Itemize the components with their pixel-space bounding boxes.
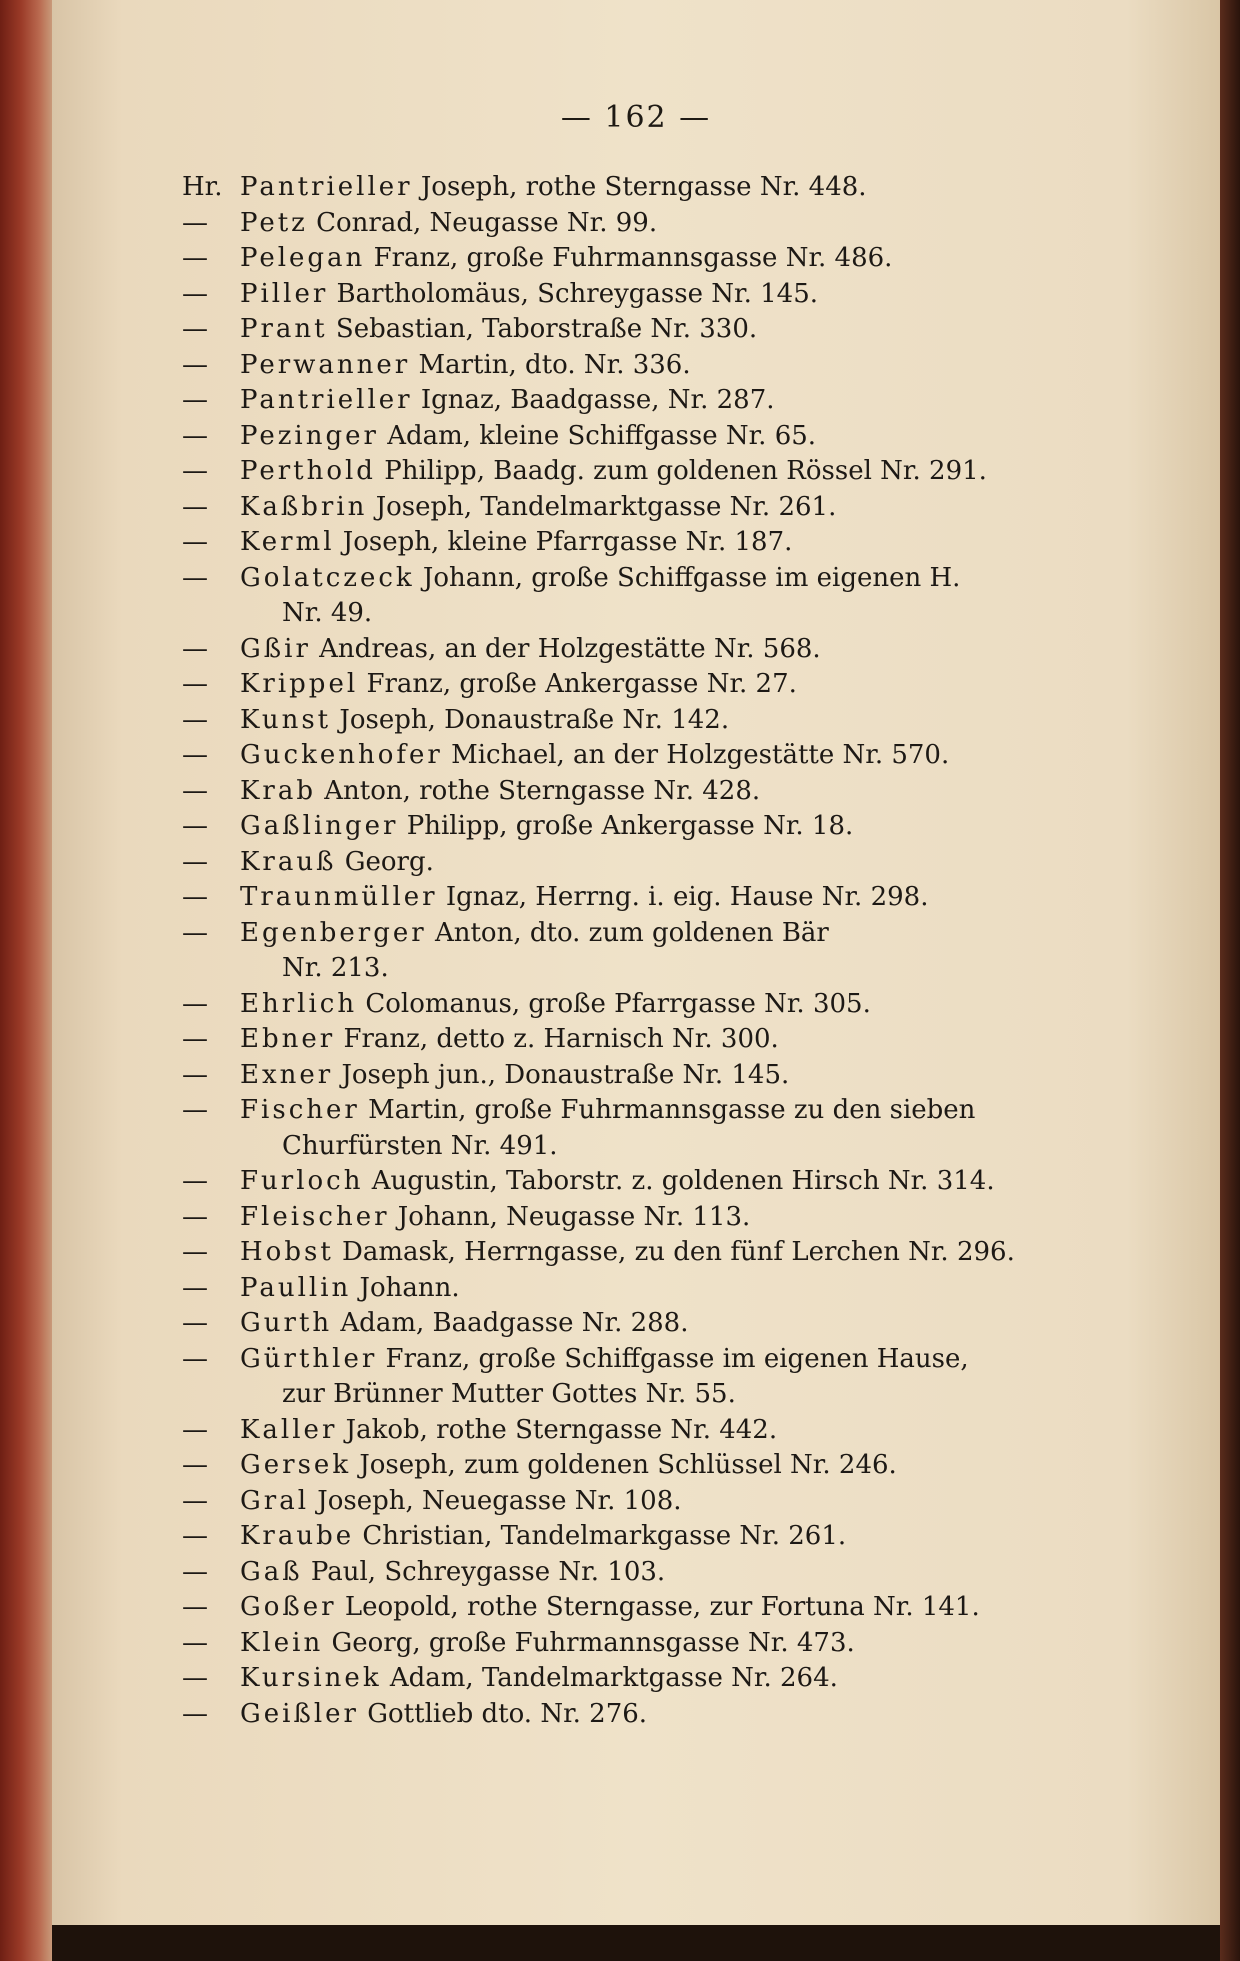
entry-surname: Kaßbrin xyxy=(240,491,368,522)
entry-prefix: — xyxy=(182,1201,208,1232)
entry-details: Martin, dto. Nr. 336. xyxy=(418,349,691,380)
book-cover-edge xyxy=(1220,0,1240,1961)
entry-details: Sebastian, Taborstraße Nr. 330. xyxy=(335,314,758,344)
list-item xyxy=(182,1306,1182,1342)
entry-surname: Exner xyxy=(240,1059,334,1090)
entry-prefix: — xyxy=(182,562,208,593)
list-item xyxy=(182,454,1182,490)
entry-surname: Gersek xyxy=(240,1450,352,1480)
list-item xyxy=(182,419,1182,455)
entry-line xyxy=(182,774,1182,810)
list-item xyxy=(182,241,1182,277)
entry-surname: Pantrieller xyxy=(240,172,413,202)
entry-prefix: — xyxy=(182,527,208,557)
entry-surname: Piller xyxy=(240,278,329,309)
list-item xyxy=(182,632,1182,668)
entry-prefix: — xyxy=(182,846,208,877)
entry-line xyxy=(182,561,1182,597)
entry-details: Joseph, Neuegasse Nr. 108. xyxy=(317,1485,682,1516)
entry-prefix: — xyxy=(182,207,208,238)
entry-line xyxy=(182,1661,1182,1697)
entry-details: Martin, große Fuhrmannsgasse zu den sieben xyxy=(368,1095,976,1125)
entry-prefix: — xyxy=(182,917,208,948)
entry-prefix: — xyxy=(182,314,208,344)
entry-surname: Kaller xyxy=(240,1414,338,1445)
entry-surname: Gaß xyxy=(240,1556,303,1587)
entry-surname: Krab xyxy=(240,775,316,806)
entry-line xyxy=(182,1306,1182,1342)
list-item xyxy=(182,312,1182,348)
entry-prefix: — xyxy=(182,669,208,699)
entry-line xyxy=(182,916,1182,952)
entry-line xyxy=(182,206,1182,242)
entry-prefix: — xyxy=(182,1166,208,1196)
list-item xyxy=(182,206,1182,242)
entry-prefix: — xyxy=(182,704,208,735)
list-item xyxy=(182,809,1182,845)
entry-line xyxy=(182,383,1182,419)
entry-line xyxy=(182,1697,1182,1733)
entry-surname: Kerml xyxy=(240,527,335,557)
entry-prefix: — xyxy=(182,811,208,841)
entry-details: Joseph, Donaustraße Nr. 142. xyxy=(339,704,730,735)
list-item xyxy=(182,1058,1182,1094)
entry-prefix: — xyxy=(182,740,208,770)
entry-details: Philipp, große Ankergasse Nr. 18. xyxy=(406,811,854,841)
entry-prefix: — xyxy=(182,633,208,664)
entry-surname: Gaßlinger xyxy=(240,811,399,841)
list-item xyxy=(182,1555,1182,1591)
entry-prefix: — xyxy=(182,1663,208,1693)
entry-line xyxy=(182,454,1182,490)
entry-details: Anton, rothe Sterngasse Nr. 428. xyxy=(324,775,761,806)
entry-surname: Perthold xyxy=(240,456,376,486)
entry-line xyxy=(182,1626,1182,1662)
entry-prefix: — xyxy=(182,1521,208,1551)
entry-surname: Paullin xyxy=(240,1272,352,1303)
entry-surname: Pezinger xyxy=(240,420,379,451)
entry-prefix: — xyxy=(182,1059,208,1090)
entry-surname: Pantrieller xyxy=(240,385,413,415)
entry-surname: Petz xyxy=(240,207,308,238)
entry-prefix: Hr. xyxy=(182,172,223,202)
entry-details: Georg. xyxy=(344,846,434,877)
entry-surname: Ebner xyxy=(240,1024,336,1054)
entry-surname: Gürthler xyxy=(240,1343,378,1374)
entry-details: Augustin, Taborstr. z. goldenen Hirsch Nr. 314. xyxy=(371,1166,995,1196)
entry-line xyxy=(182,241,1182,277)
entry-prefix: — xyxy=(182,775,208,806)
list-item xyxy=(182,845,1182,881)
entry-details: Johann, Neugasse Nr. 113. xyxy=(397,1201,751,1232)
entry-line xyxy=(182,1555,1182,1591)
entry-details: Joseph, kleine Pfarrgasse Nr. 187. xyxy=(342,527,793,557)
entry-details: Joseph, Tandelmarktgasse Nr. 261. xyxy=(375,491,837,522)
list-item xyxy=(182,348,1182,384)
entry-details: Gottlieb dto. Nr. 276. xyxy=(367,1698,648,1729)
list-item xyxy=(182,170,1182,206)
list-item xyxy=(182,738,1182,774)
entry-surname: Krauß xyxy=(240,846,337,877)
entry-line xyxy=(182,525,1182,561)
entry-line xyxy=(182,1093,1182,1129)
list-item xyxy=(182,703,1182,739)
entry-details: Ignaz, Baadgasse, Nr. 287. xyxy=(420,385,775,415)
entry-details: Franz, große Schiffgasse im eigenen Hause, xyxy=(385,1343,969,1374)
entry-prefix: — xyxy=(182,1556,208,1587)
entry-details: Franz, große Fuhrmannsgasse Nr. 486. xyxy=(373,243,893,273)
entry-line xyxy=(182,348,1182,384)
list-item xyxy=(182,1626,1182,1662)
entry-line xyxy=(182,1413,1182,1449)
entry-details: Michael, an der Holzgestätte Nr. 570. xyxy=(451,740,950,770)
entry-details: Christian, Tandelmarkgasse Nr. 261. xyxy=(362,1521,847,1551)
entry-details: Andreas, an der Holzgestätte Nr. 568. xyxy=(319,633,821,664)
entry-prefix: — xyxy=(182,1627,208,1658)
entry-details: Franz, detto z. Harnisch Nr. 300. xyxy=(343,1024,779,1054)
list-item xyxy=(182,1519,1182,1555)
paper-page xyxy=(52,0,1222,1925)
page-number: — 162 — xyxy=(560,100,712,135)
entry-details: Bartholomäus, Schreygasse Nr. 145. xyxy=(336,278,819,309)
entry-prefix: — xyxy=(182,1485,208,1516)
entry-details: Jakob, rothe Sterngasse Nr. 442. xyxy=(345,1414,778,1445)
entry-prefix: — xyxy=(182,1308,208,1338)
list-item xyxy=(182,1590,1182,1626)
entry-continuation: Nr. 213. xyxy=(282,953,389,983)
book-binding-edge xyxy=(0,0,52,1961)
entry-prefix: — xyxy=(182,1592,208,1622)
entry-surname: Geißler xyxy=(240,1698,359,1729)
entry-line xyxy=(182,1058,1182,1094)
entry-continuation: Nr. 49. xyxy=(282,598,373,628)
list-item xyxy=(182,1164,1182,1200)
entry-details: Anton, dto. zum goldenen Bär xyxy=(434,917,829,948)
entry-prefix: — xyxy=(182,1272,208,1303)
list-item xyxy=(182,525,1182,561)
entry-surname: Golatczeck xyxy=(240,562,415,593)
list-item xyxy=(182,1697,1182,1733)
entry-prefix: — xyxy=(182,988,208,1019)
entry-prefix: — xyxy=(182,349,208,380)
list-item xyxy=(182,1093,1182,1164)
address-list xyxy=(182,170,1182,1732)
entry-line xyxy=(182,312,1182,348)
entry-surname: Ehrlich xyxy=(240,988,358,1019)
entry-details: Colomanus, große Pfarrgasse Nr. 305. xyxy=(365,988,871,1019)
list-item xyxy=(182,1235,1182,1271)
entry-surname: Goßer xyxy=(240,1592,337,1622)
entry-prefix: — xyxy=(182,1414,208,1445)
entry-line xyxy=(182,880,1182,916)
entry-details: Damask, Herrngasse, zu den fünf Lerchen Nr. 296. xyxy=(342,1237,1015,1267)
entry-line xyxy=(182,170,1182,206)
list-item xyxy=(182,1271,1182,1307)
entry-details: Joseph, zum goldenen Schlüssel Nr. 246. xyxy=(359,1450,897,1480)
entry-prefix: — xyxy=(182,243,208,273)
entry-details: Leopold, rothe Sterngasse, zur Fortuna Nr. 141. xyxy=(344,1592,980,1622)
entry-details: Georg, große Fuhrmannsgasse Nr. 473. xyxy=(331,1627,855,1658)
entry-details: Joseph jun., Donaustraße Nr. 145. xyxy=(341,1059,790,1090)
entry-surname: Fleischer xyxy=(240,1201,390,1232)
entry-line xyxy=(182,987,1182,1023)
entry-line xyxy=(182,1200,1182,1236)
entry-line xyxy=(182,1484,1182,1520)
entry-details: Paul, Schreygasse Nr. 103. xyxy=(310,1556,666,1587)
entry-line xyxy=(182,419,1182,455)
entry-surname: Hobst xyxy=(240,1237,334,1267)
entry-line xyxy=(182,845,1182,881)
entry-surname: Kraube xyxy=(240,1521,355,1551)
list-item xyxy=(182,1413,1182,1449)
entry-line xyxy=(182,1519,1182,1555)
entry-line xyxy=(182,1164,1182,1200)
list-item xyxy=(182,383,1182,419)
entry-surname: Egenberger xyxy=(240,917,427,948)
list-item xyxy=(182,1022,1182,1058)
entry-prefix: — xyxy=(182,456,208,486)
entry-surname: Pelegan xyxy=(240,243,366,273)
entry-prefix: — xyxy=(182,278,208,309)
list-item xyxy=(182,1448,1182,1484)
entry-surname: Traunmüller xyxy=(240,882,438,912)
entry-prefix: — xyxy=(182,1237,208,1267)
entry-prefix: — xyxy=(182,1698,208,1729)
entry-surname: Gurth xyxy=(240,1308,333,1338)
entry-line xyxy=(182,738,1182,774)
entry-details: Conrad, Neugasse Nr. 99. xyxy=(316,207,658,238)
entry-surname: Gral xyxy=(240,1485,310,1516)
list-item xyxy=(182,774,1182,810)
entry-continuation: Churfürsten Nr. 491. xyxy=(282,1130,558,1161)
entry-prefix: — xyxy=(182,1095,208,1125)
list-item xyxy=(182,916,1182,987)
entry-details: Joseph, rothe Sterngasse Nr. 448. xyxy=(420,172,867,202)
entry-details: Adam, Tandelmarktgasse Nr. 264. xyxy=(389,1663,838,1693)
list-item xyxy=(182,561,1182,632)
entry-prefix: — xyxy=(182,1024,208,1054)
entry-line xyxy=(182,1235,1182,1271)
entry-surname: Guckenhofer xyxy=(240,740,443,770)
entry-line xyxy=(182,490,1182,526)
entry-details: Franz, große Ankergasse Nr. 27. xyxy=(366,669,797,699)
entry-surname: Kursinek xyxy=(240,1663,382,1693)
entry-surname: Furloch xyxy=(240,1166,364,1196)
list-item xyxy=(182,1661,1182,1697)
entry-line xyxy=(182,703,1182,739)
entry-prefix: — xyxy=(182,1450,208,1480)
entry-line xyxy=(182,1022,1182,1058)
entry-prefix: — xyxy=(182,385,208,415)
entry-details: Ignaz, Herrng. i. eig. Hause Nr. 298. xyxy=(445,882,929,912)
entry-surname: Klein xyxy=(240,1627,324,1658)
entry-prefix: — xyxy=(182,491,208,522)
entry-line xyxy=(182,632,1182,668)
entry-surname: Krippel xyxy=(240,669,359,699)
entry-continuation: zur Brünner Mutter Gottes Nr. 55. xyxy=(282,1379,736,1409)
entry-line xyxy=(182,1448,1182,1484)
entry-details: Johann, große Schiffgasse im eigenen H. xyxy=(422,562,961,593)
entry-line xyxy=(182,277,1182,313)
entry-prefix: — xyxy=(182,882,208,912)
entry-line xyxy=(182,667,1182,703)
entry-prefix: — xyxy=(182,1343,208,1374)
list-item xyxy=(182,490,1182,526)
entry-surname: Fischer xyxy=(240,1095,360,1125)
list-item xyxy=(182,277,1182,313)
entry-prefix: — xyxy=(182,420,208,451)
entry-line xyxy=(182,1342,1182,1378)
entry-line xyxy=(182,1271,1182,1307)
entry-details: Adam, kleine Schiffgasse Nr. 65. xyxy=(387,420,817,451)
entry-surname: Kunst xyxy=(240,704,332,735)
entry-line xyxy=(182,1590,1182,1626)
list-item xyxy=(182,1342,1182,1413)
entry-details: Johann. xyxy=(359,1272,460,1303)
list-item xyxy=(182,1484,1182,1520)
entry-details: Philipp, Baadg. zum goldenen Rössel Nr. 291. xyxy=(384,456,987,486)
entry-surname: Prant xyxy=(240,314,328,344)
list-item xyxy=(182,667,1182,703)
entry-surname: Perwanner xyxy=(240,349,411,380)
entry-surname: Gßir xyxy=(240,633,311,664)
list-item xyxy=(182,880,1182,916)
list-item xyxy=(182,987,1182,1023)
list-item xyxy=(182,1200,1182,1236)
entry-details: Adam, Baadgasse Nr. 288. xyxy=(340,1308,689,1338)
entry-line xyxy=(182,809,1182,845)
